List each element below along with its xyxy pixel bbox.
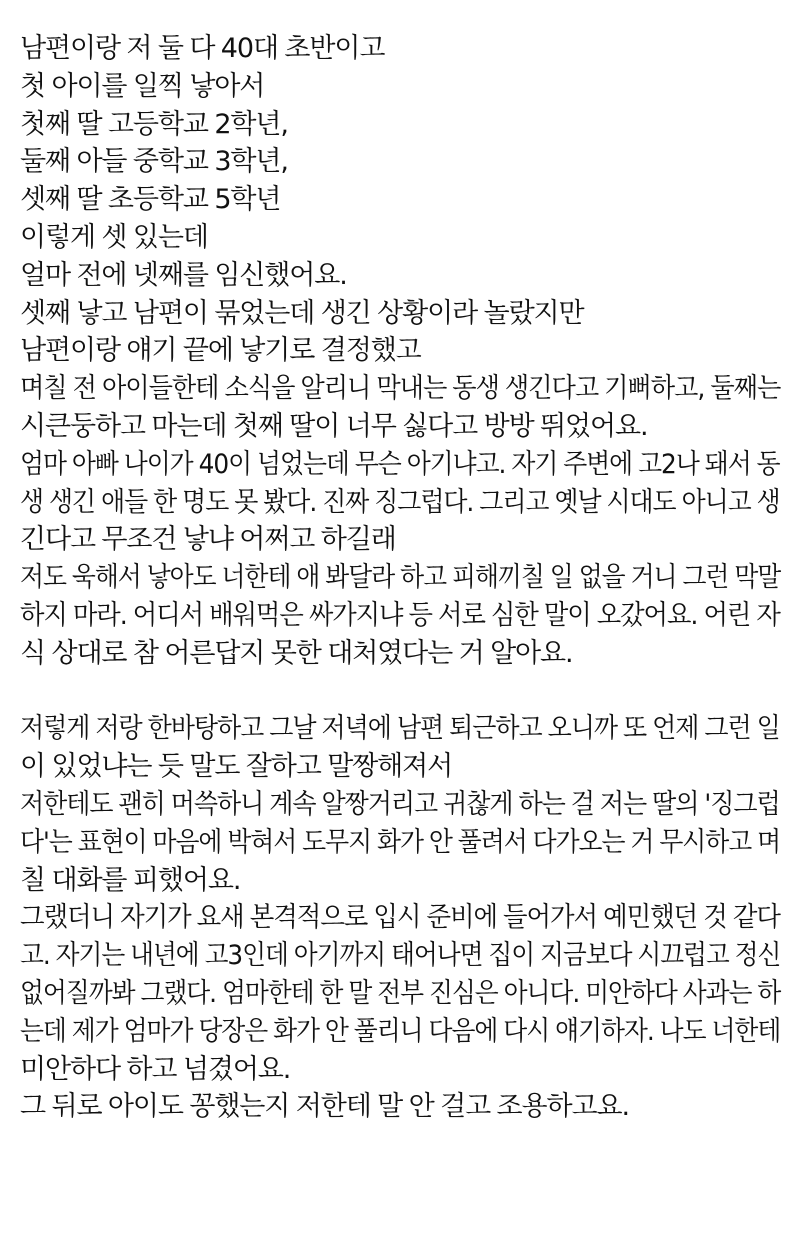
text-line: 는데 제가 엄마가 당장은 화가 안 풀리니 다음에 다시 얘기하자. 나도 너한테	[20, 1015, 781, 1047]
text-line: 엄마 아빠 나이가 40이 넘었는데 무슨 아기냐고. 자기 주변에 고2나 돼서 동	[20, 448, 780, 480]
text-line: 칠 대화를 피했어요.	[20, 864, 241, 896]
paragraph-break	[20, 673, 780, 711]
text-line: 식 상대로 참 어른답지 못한 대처였다는 거 알아요.	[20, 637, 573, 669]
text-line: 셋째 딸 초등학교 5학년	[20, 184, 281, 216]
text-line: 첫째 딸 고등학교 2학년,	[20, 108, 288, 140]
text-line: 첫 아이를 일찍 낳아서	[20, 70, 265, 102]
text-line: 하지 마라. 어디서 배워먹은 싸가지냐 등 서로 심한 말이 오갔어요. 어린 자	[20, 599, 780, 631]
text-line: 얼마 전에 넷째를 임신했어요.	[20, 259, 347, 291]
text-line: 다'는 표현이 마음에 박혀서 도무지 화가 안 풀려서 다가오는 거 무시하고 며	[20, 826, 781, 858]
text-line: 이 있었냐는 듯 말도 잘하고 말짱해져서	[20, 751, 453, 783]
text-line: 저한테도 괜히 머쓱하니 계속 알짱거리고 귀찮게 하는 걸 저는 딸의 '징그럽	[20, 788, 780, 820]
text-line: 미안하다 하고 넘겼어요.	[20, 1053, 291, 1085]
text-line: 그랬더니 자기가 요새 본격적으로 입시 준비에 들어가서 예민했던 것 같다	[20, 902, 780, 934]
text-line: 며칠 전 아이들한테 소식을 알리니 막내는 동생 생긴다고 기뻐하고, 둘째는	[20, 373, 781, 405]
text-line: 긴다고 무조건 낳냐 어쩌고 하길래	[20, 524, 396, 556]
text-line: 남편이랑 얘기 끝에 낳기로 결정했고	[20, 335, 421, 367]
text-line: 시큰둥하고 마는데 첫째 딸이 너무 싫다고 방방 뛰었어요.	[20, 410, 648, 442]
text-line: 저렇게 저랑 한바탕하고 그날 저녁에 남편 퇴근하고 오니까 또 언제 그런 일	[20, 713, 780, 745]
text-line: 생 생긴 애들 한 명도 못 봤다. 진짜 징그럽다. 그리고 옛날 시대도 아니고 생	[20, 486, 780, 518]
text-line: 저도 욱해서 낳아도 너한테 애 봐달라 하고 피해끼칠 일 없을 거니 그런 막말	[20, 562, 781, 594]
text-line: 고. 자기는 내년에 고3인데 아기까지 태어나면 집이 지금보다 시끄럽고 정신	[20, 940, 781, 972]
text-line: 남편이랑 저 둘 다 40대 초반이고	[20, 33, 385, 64]
text-line: 둘째 아들 중학교 3학년,	[20, 146, 288, 178]
text-line: 없어질까봐 그랬다. 엄마한테 한 말 전부 진심은 아니다. 미안하다 사과는 하	[20, 977, 781, 1009]
text-line: 셋째 낳고 남편이 묶었는데 생긴 상황이라 놀랐지만	[20, 297, 584, 329]
text-line: 그 뒤로 아이도 꽁했는지 저한테 말 안 걸고 조용하고요.	[20, 1091, 629, 1123]
text-line: 이렇게 셋 있는데	[20, 221, 208, 253]
